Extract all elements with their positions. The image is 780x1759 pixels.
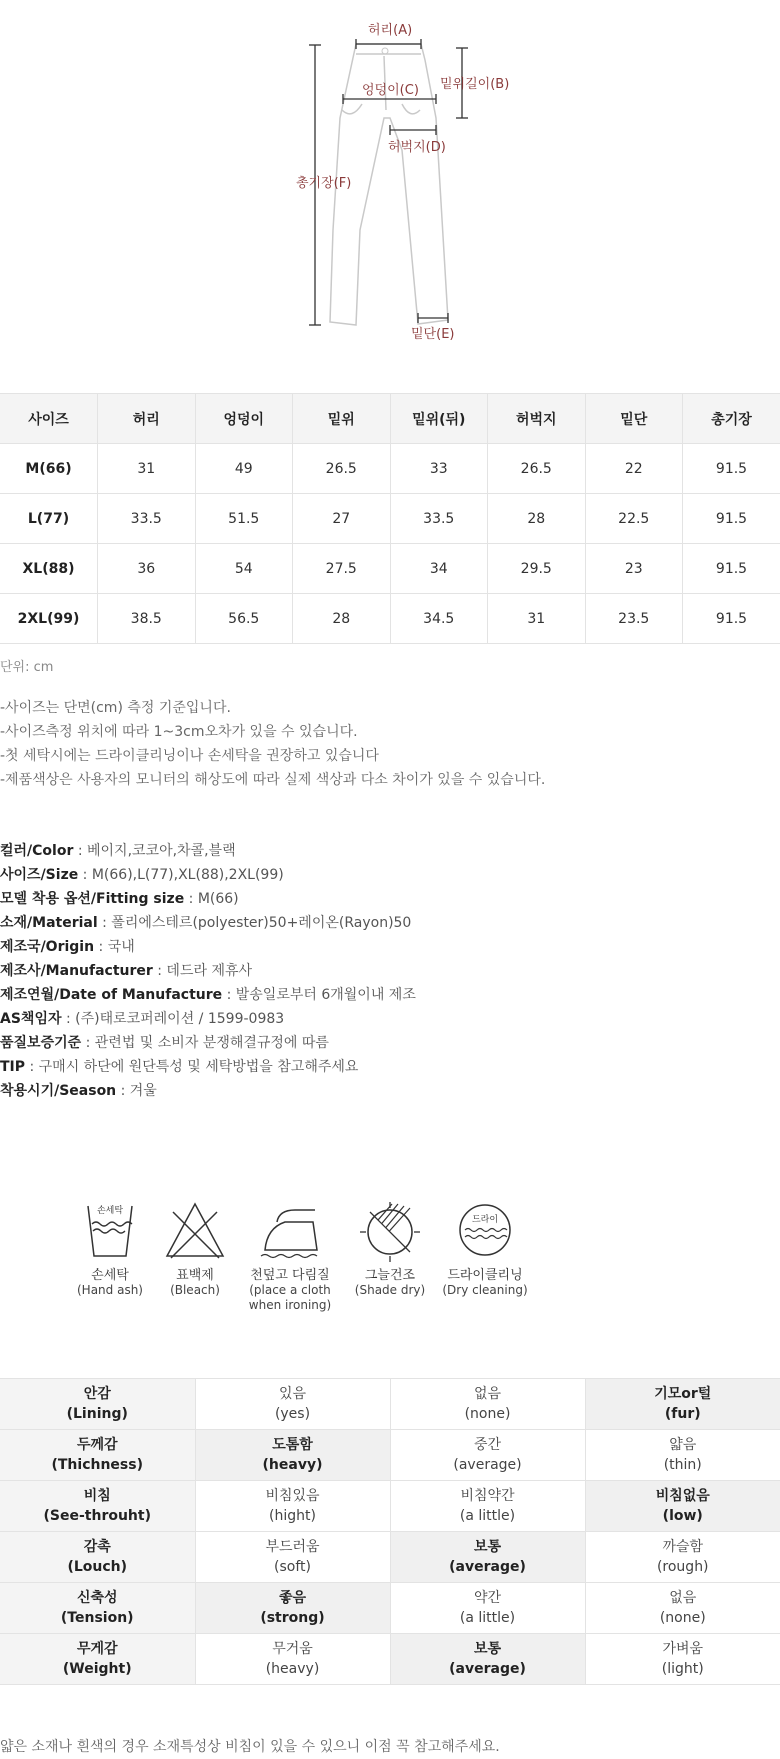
- spec-label: 제조사/Manufacturer: [0, 963, 153, 979]
- attribute-option: [585, 1430, 780, 1481]
- dry-clean-circle-text: 드라이: [471, 1215, 499, 1225]
- care-sub-label: (place a cloth: [249, 1283, 331, 1297]
- size-cell: L(77): [0, 494, 98, 544]
- spec-value: : 국내: [94, 939, 135, 955]
- hem-label: 밑단(E): [411, 327, 455, 342]
- total-length-label: 총기장(F): [296, 176, 352, 191]
- note-item: -제품색상은 사용자의 모니터의 해상도에 따라 실제 색상과 다소 차이가 있을 수 있습니다.: [0, 772, 546, 788]
- attribute-option-selected: [390, 1634, 585, 1685]
- option-label: 약간: [473, 1590, 502, 1606]
- attribute-name-cell: [0, 1532, 195, 1583]
- attribute-name: 두께감: [76, 1437, 118, 1453]
- spec-value: : 발송일로부터 6개월이내 제조: [222, 987, 416, 1003]
- attribute-option-selected: [195, 1430, 390, 1481]
- spec-value: : M(66),L(77),XL(88),2XL(99): [78, 867, 284, 883]
- size-header-cell: 밑위(뒤): [390, 394, 488, 444]
- attribute-option: [390, 1379, 585, 1430]
- option-label: 도톰함: [272, 1437, 313, 1453]
- option-label-en: (low): [662, 1508, 703, 1524]
- spec-item: [0, 911, 416, 935]
- option-label: 없음: [669, 1590, 697, 1606]
- attribute-name-en: (Tension): [60, 1610, 134, 1626]
- size-header-cell: 사이즈: [0, 394, 98, 444]
- option-label: 보통: [473, 1641, 502, 1657]
- attribute-name-en: (See-throuht): [43, 1508, 151, 1524]
- attribute-name: 안감: [83, 1386, 111, 1402]
- attribute-option: [195, 1634, 390, 1685]
- attribute-name: 신축성: [76, 1590, 118, 1606]
- spec-item: [0, 959, 416, 983]
- attribute-option: [585, 1583, 780, 1634]
- option-label-en: (a little): [459, 1610, 516, 1626]
- care-label: 표백제: [176, 1268, 214, 1283]
- option-label: 비침있음: [265, 1488, 320, 1504]
- size-cell: 38.5: [98, 594, 196, 644]
- size-cell: 2XL(99): [0, 594, 98, 644]
- option-label-en: (yes): [274, 1406, 311, 1422]
- hand-wash-tub-text: 손세탁: [96, 1206, 124, 1216]
- attribute-name: 비침: [83, 1488, 111, 1504]
- product-specs: [0, 839, 416, 1103]
- rise-label: 밑위길이(B): [440, 77, 510, 92]
- spec-label: AS책임자: [0, 1011, 62, 1027]
- attribute-option: [585, 1532, 780, 1583]
- attribute-name-cell: [0, 1379, 195, 1430]
- attribute-option: [195, 1379, 390, 1430]
- spec-value: : 관련법 및 소비자 분쟁해결규정에 따름: [81, 1035, 329, 1051]
- spec-label: 사이즈/Size: [0, 867, 79, 883]
- attribute-option: [390, 1481, 585, 1532]
- table-row: [0, 594, 780, 644]
- spec-item: [0, 1079, 416, 1103]
- option-label: 무거움: [272, 1641, 313, 1657]
- table-row: [0, 494, 780, 544]
- spec-label: 제조연월/Date of Manufacture: [0, 987, 223, 1003]
- attribute-option: [195, 1481, 390, 1532]
- size-cell: 23: [585, 544, 683, 594]
- spec-item: [0, 1007, 416, 1031]
- table-row: [0, 1430, 780, 1481]
- attribute-name: 감촉: [83, 1539, 111, 1555]
- option-label-en: (hight): [269, 1508, 316, 1524]
- attribute-option: [195, 1532, 390, 1583]
- waist-label: 허리(A): [368, 23, 413, 38]
- spec-label: 착용시기/Season: [0, 1083, 117, 1099]
- table-row: [0, 444, 780, 494]
- attribute-name: 무게감: [76, 1641, 118, 1657]
- spec-value: : 구매시 하단에 원단특성 및 세탁방법을 참고해주세요: [25, 1059, 359, 1075]
- attribute-name-cell: [0, 1430, 195, 1481]
- table-row: [0, 1532, 780, 1583]
- care-label: 손세탁: [91, 1268, 129, 1283]
- size-cell: 91.5: [683, 444, 780, 494]
- care-label: 드라이클리닝: [447, 1268, 523, 1283]
- thigh-label: 허벅지(D): [388, 140, 446, 155]
- size-cell: 31: [488, 594, 586, 644]
- option-label-en: (thin): [663, 1457, 702, 1473]
- hip-label: 엉덩이(C): [362, 83, 419, 98]
- option-label: 까슬함: [662, 1539, 704, 1555]
- spec-value: : 겨울: [116, 1083, 157, 1099]
- attribute-name-cell: [0, 1634, 195, 1685]
- size-cell: 91.5: [683, 594, 780, 644]
- table-row: [0, 1481, 780, 1532]
- table-row: [0, 1379, 780, 1430]
- table-row: [0, 1634, 780, 1685]
- option-label: 있음: [278, 1386, 307, 1402]
- option-label-en: (heavy): [265, 1661, 320, 1677]
- size-table-header-row: [0, 394, 780, 444]
- option-label-en: (strong): [260, 1610, 325, 1626]
- spec-item: [0, 935, 416, 959]
- care-sub-label: (Shade dry): [354, 1283, 426, 1297]
- spec-item: [0, 1055, 416, 1079]
- size-cell: 22.5: [585, 494, 683, 544]
- size-cell: 26.5: [488, 444, 586, 494]
- option-label-en: (a little): [459, 1508, 516, 1524]
- spec-label: 품질보증기준: [0, 1035, 82, 1051]
- size-cell: 33: [390, 444, 488, 494]
- spec-item: [0, 839, 416, 863]
- attribute-option: [390, 1583, 585, 1634]
- size-cell: 36: [98, 544, 196, 594]
- care-dry-clean: [436, 1200, 534, 1298]
- option-label: 비침없음: [655, 1488, 710, 1504]
- attribute-name-en: (Weight): [62, 1661, 132, 1677]
- spec-label: TIP: [0, 1059, 26, 1075]
- spec-value: : 폴리에스테르(polyester)50+레이온(Rayon)50: [97, 915, 412, 931]
- spec-item: [0, 983, 416, 1007]
- dry-clean-icon: [455, 1200, 515, 1262]
- attribute-option: [390, 1430, 585, 1481]
- size-cell: 56.5: [195, 594, 293, 644]
- size-cell: 31: [98, 444, 196, 494]
- size-cell: 33.5: [98, 494, 196, 544]
- option-label: 부드러움: [265, 1539, 320, 1555]
- size-header-cell: 총기장: [683, 394, 780, 444]
- size-header-cell: 엉덩이: [195, 394, 293, 444]
- attribute-option-selected: [390, 1532, 585, 1583]
- fabric-attribute-table: [0, 1378, 780, 1685]
- option-label-en: (average): [449, 1559, 526, 1575]
- size-cell: 26.5: [293, 444, 391, 494]
- option-label-en: (average): [453, 1457, 522, 1473]
- pants-size-diagram: [0, 0, 780, 380]
- size-header-cell: 허리: [98, 394, 196, 444]
- table-row: [0, 544, 780, 594]
- size-notes: [0, 696, 545, 792]
- spec-value: : (주)태로코퍼레이션 / 1599-0983: [61, 1011, 285, 1027]
- attribute-option-selected: [585, 1379, 780, 1430]
- spec-label: 컬러/Color: [0, 843, 74, 859]
- attribute-name-cell: [0, 1583, 195, 1634]
- care-iron: [245, 1200, 335, 1313]
- care-label: 천덮고 다림질: [250, 1268, 330, 1283]
- care-sub-label: (Hand ash): [77, 1283, 143, 1297]
- footer-note: 얇은 소재나 흰색의 경우 소재특성상 비침이 있을 수 있으니 이점 꼭 참고해주세요.: [0, 1739, 500, 1755]
- size-header-cell: 허벅지: [488, 394, 586, 444]
- option-label-en: (none): [659, 1610, 706, 1626]
- option-label: 보통: [473, 1539, 502, 1555]
- size-cell: 28: [293, 594, 391, 644]
- iron-icon: [255, 1200, 325, 1262]
- attribute-option: [585, 1634, 780, 1685]
- size-cell: 27: [293, 494, 391, 544]
- option-label-en: (soft): [274, 1559, 311, 1575]
- spec-label: 모델 착용 옵션/Fitting size: [0, 891, 185, 907]
- note-item: -사이즈측정 위치에 따라 1~3cm오차가 있을 수 있습니다.: [0, 724, 358, 740]
- size-cell: 49: [195, 444, 293, 494]
- attribute-option-selected: [195, 1583, 390, 1634]
- option-label: 없음: [473, 1386, 502, 1402]
- spec-label: 소재/Material: [0, 915, 98, 931]
- no-bleach-icon: [163, 1200, 227, 1262]
- size-cell: 33.5: [390, 494, 488, 544]
- attribute-name-en: (Lining): [66, 1406, 128, 1422]
- spec-label: 제조국/Origin: [0, 939, 95, 955]
- shade-dry-icon: [358, 1200, 422, 1262]
- size-cell: XL(88): [0, 544, 98, 594]
- option-label-en: (rough): [656, 1559, 709, 1575]
- spec-item: [0, 863, 416, 887]
- size-cell: 28: [488, 494, 586, 544]
- size-table: [0, 393, 780, 644]
- option-label-en: (fur): [664, 1406, 701, 1422]
- option-label-en: (average): [449, 1661, 526, 1677]
- hand-wash-icon: [80, 1200, 140, 1262]
- note-item: -사이즈는 단면(cm) 측정 기준입니다.: [0, 700, 231, 716]
- attribute-name-en: (Thichness): [51, 1457, 143, 1473]
- option-label-en: (none): [464, 1406, 511, 1422]
- note-item: -첫 세탁시에는 드라이클리닝이나 손세탁을 권장하고 있습니다: [0, 748, 379, 764]
- option-label: 가벼움: [662, 1641, 704, 1657]
- spec-value: : 데드라 제휴사: [152, 963, 253, 979]
- size-cell: 51.5: [195, 494, 293, 544]
- care-sub-label: (Bleach): [170, 1283, 220, 1297]
- size-header-cell: 밑위: [293, 394, 391, 444]
- care-hand-wash: [70, 1200, 150, 1298]
- care-shade-dry: [348, 1200, 432, 1298]
- table-row: [0, 1583, 780, 1634]
- option-label-en: (heavy): [262, 1457, 323, 1473]
- care-sub-label: when ironing): [248, 1298, 332, 1312]
- attribute-name-en: (Louch): [67, 1559, 128, 1575]
- attribute-name-cell: [0, 1481, 195, 1532]
- spec-value: : M(66): [184, 891, 239, 907]
- care-sub-label: (Dry cleaning): [442, 1283, 528, 1297]
- option-label: 중간: [473, 1437, 502, 1453]
- spec-item: [0, 1031, 416, 1055]
- care-label: 그늘건조: [364, 1268, 416, 1283]
- size-cell: 91.5: [683, 544, 780, 594]
- option-label: 얇음: [669, 1437, 697, 1453]
- care-no-bleach: [155, 1200, 235, 1298]
- size-cell: 34.5: [390, 594, 488, 644]
- option-label: 기모or털: [654, 1386, 712, 1402]
- attribute-option-selected: [585, 1481, 780, 1532]
- size-cell: M(66): [0, 444, 98, 494]
- size-cell: 54: [195, 544, 293, 594]
- unit-label: 단위: cm: [0, 660, 54, 675]
- option-label: 비침약간: [460, 1488, 515, 1504]
- option-label-en: (light): [661, 1661, 704, 1677]
- size-cell: 22: [585, 444, 683, 494]
- size-cell: 27.5: [293, 544, 391, 594]
- size-cell: 23.5: [585, 594, 683, 644]
- spec-item: [0, 887, 416, 911]
- size-cell: 29.5: [488, 544, 586, 594]
- size-header-cell: 밑단: [585, 394, 683, 444]
- size-cell: 91.5: [683, 494, 780, 544]
- option-label: 좋음: [278, 1590, 307, 1606]
- spec-value: : 베이지,코코아,차콜,블랙: [73, 843, 236, 859]
- size-cell: 34: [390, 544, 488, 594]
